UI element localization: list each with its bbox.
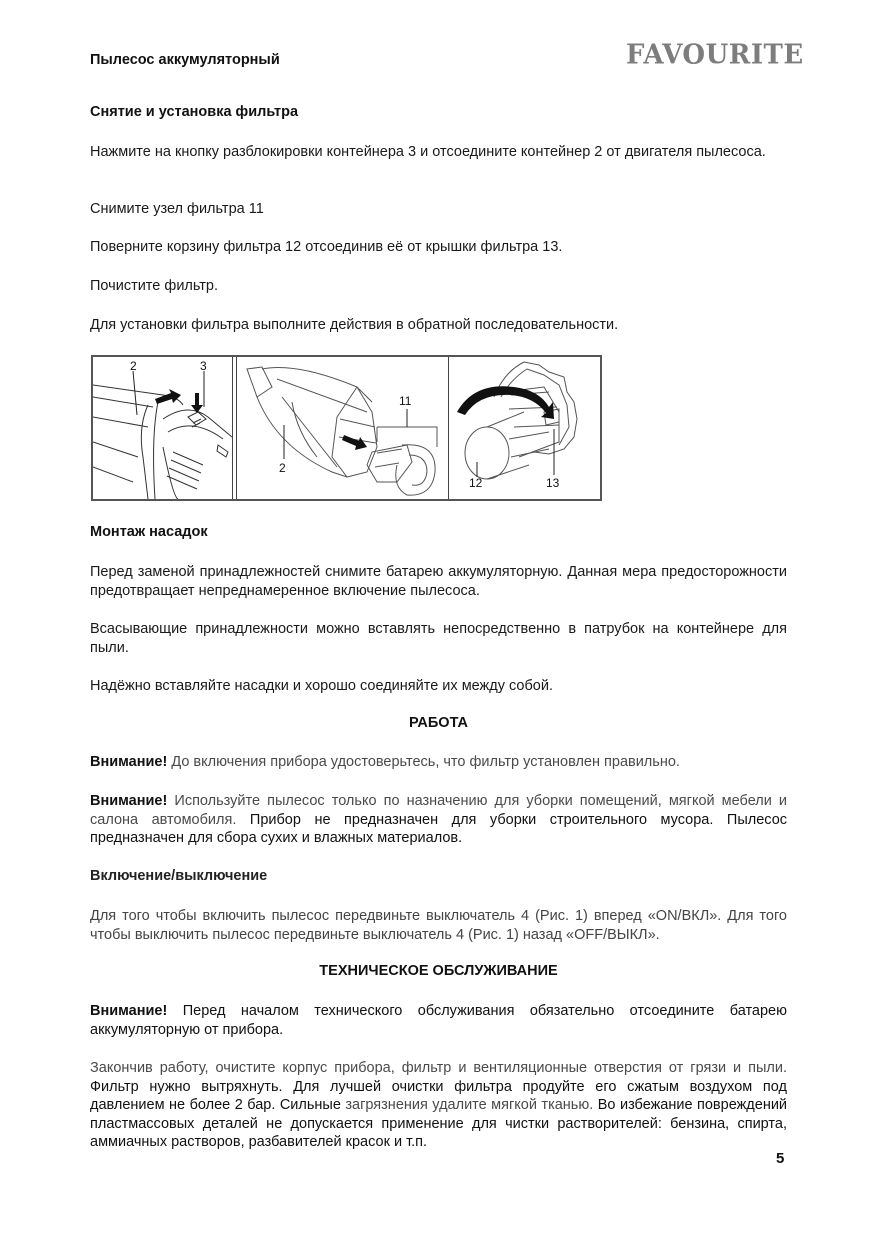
callout-11: 11	[399, 394, 412, 408]
warning-text: Перед началом технического обслуживания обязательно отсоедините батарею аккумуляторную от прибора.	[90, 1003, 787, 1038]
section-heading-filter: Снятие и установка фильтра	[90, 104, 299, 120]
paragraph: Всасывающие принадлежности можно вставлять непосредственно в патрубок на контейнере для пыли.	[90, 621, 787, 656]
warning-text-dark: Прибор не предназначен для уборки строительного мусора. Пылесос предназначен для сбора сухих и влажных материалов.	[90, 811, 788, 846]
callout-13: 13	[546, 476, 560, 490]
paragraph: Снимите узел фильтра 11	[90, 201, 264, 217]
section-heading-attachments: Монтаж насадок	[90, 524, 208, 540]
callout-12: 12	[469, 476, 483, 490]
paragraph: Надёжно вставляйте насадки и хорошо соединяйте их между собой.	[90, 678, 553, 694]
cleaning-text-1: Закончив работу, очистите корпус прибора, фильтр и вентиляционные отверстия от грязи и пыли.	[90, 1060, 787, 1076]
callout-2: 2	[279, 461, 286, 475]
container-filter-illustration	[237, 357, 448, 499]
warning-text-gray: Используйте пылесос только по назначению для уборки помещений, мягкой мебели и салона автомобиля.	[90, 793, 787, 828]
warning-paragraph	[90, 753, 787, 772]
section-heading-maintenance: ТЕХНИЧЕСКОЕ ОБСЛУЖИВАНИЕ	[319, 963, 558, 979]
warning-text: До включения прибора удостоверьтесь, что фильтр установлен правильно.	[171, 754, 680, 770]
warning-label: Внимание!	[90, 754, 168, 770]
paragraph: Для установки фильтра выполните действия в обратной последовательности.	[90, 317, 619, 333]
warning-paragraph	[90, 792, 787, 848]
page-number: 5	[776, 1150, 785, 1167]
paragraph: Поверните корзину фильтра 12 отсоединив её от крышки фильтра 13.	[90, 239, 563, 255]
cleaning-text-3: загрязнения удалите мягкой тканью.	[345, 1097, 594, 1113]
paragraph: Для того чтобы включить пылесос передвиньте выключатель 4 (Рис. 1) вперед «ON/ВКЛ». Для того чтобы выключить пылесос передвиньте выключатель 4 (Рис. 1) назад «OFF/ВЫКЛ».	[90, 908, 787, 943]
warning-label: Внимание!	[90, 1003, 168, 1019]
callout-3: 3	[200, 359, 207, 373]
subheading-on-off: Включение/выключение	[90, 868, 268, 884]
warning-paragraph	[90, 1002, 787, 1039]
figure-panel-filter-basket	[449, 357, 600, 499]
cleaning-text-2: Фильтр нужно вытряхнуть. Для лучшей очистки фильтра продуйте его сжатым воздухом под давлением не более 2 бар. Сильные	[90, 1078, 787, 1113]
cleaning-paragraph	[90, 1059, 787, 1152]
callout-2: 2	[130, 359, 137, 373]
paragraph: Почистите фильтр.	[90, 278, 219, 294]
filter-removal-figure	[91, 355, 602, 501]
warning-label: Внимание!	[90, 793, 168, 809]
cleaning-text-4: Во избежание повреждений пластмассовых деталей не допускается применение для чистки растворителей: бензина, спирта, аммиачных растворов, разбавителей красок и т.п.	[90, 1097, 788, 1150]
brand-logo: FAVOURITE	[626, 39, 804, 71]
paragraph: Перед заменой принадлежностей снимите батарею аккумуляторную. Данная мера предосторожности предотвращает непреднамеренное включение пылесоса.	[90, 564, 787, 599]
figure-panel-filter-assembly	[236, 357, 449, 499]
paragraph: Нажмите на кнопку разблокировки контейнера 3 и отсоедините контейнер 2 от двигателя пылесоса.	[90, 144, 766, 160]
section-heading-operation: РАБОТА	[409, 715, 468, 731]
document-title: Пылесос аккумуляторный	[90, 52, 280, 68]
vacuum-unlock-illustration	[93, 357, 232, 499]
figure-panel-unlock	[93, 357, 233, 499]
